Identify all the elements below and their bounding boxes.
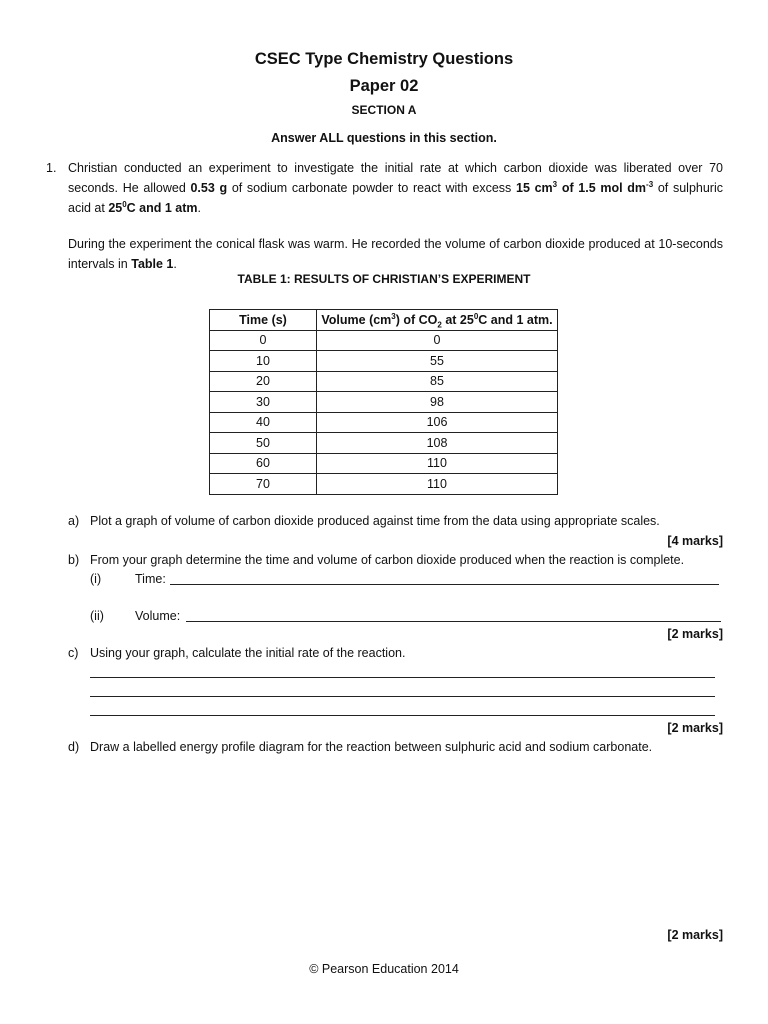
cell-volume: 110 (317, 474, 558, 495)
cell-time: 20 (210, 371, 317, 392)
part-a-label: a) (68, 514, 80, 528)
table-row (210, 433, 558, 454)
cell-volume: 0 (317, 330, 558, 351)
part-c-text: Using your graph, calculate the initial rate of the reaction. (90, 646, 406, 660)
intro-text-2: of sodium carbonate powder to react with excess (227, 181, 516, 195)
cell-time: 50 (210, 433, 317, 454)
cell-time: 70 (210, 474, 317, 495)
cell-time: 40 (210, 412, 317, 433)
question-number: 1. (46, 161, 57, 175)
time-answer-line[interactable] (170, 584, 719, 585)
part-b-i-text: Time: (135, 572, 166, 586)
part-c-label: c) (68, 646, 79, 660)
answer-line-3[interactable] (90, 715, 715, 716)
table-header-row (210, 310, 558, 331)
table-row (210, 371, 558, 392)
paper-number: Paper 02 (349, 77, 419, 95)
part-d-marks: [2 marks] (667, 928, 723, 942)
cell-time: 30 (210, 392, 317, 413)
part-d-text: Draw a labelled energy profile diagram for the reaction between sulphuric acid and sodium carbonate. (90, 740, 653, 754)
table-row (210, 392, 558, 413)
table-row (210, 453, 558, 474)
table-row (210, 412, 558, 433)
part-b-label: b) (68, 553, 80, 567)
part-a-marks: [4 marks] (667, 534, 723, 548)
part-b-text: From your graph determine the time and volume of carbon dioxide produced when the reaction is complete. (90, 553, 685, 567)
part-d-label: d) (68, 740, 80, 754)
intro-concentration: of 1.5 mol dm (557, 181, 647, 195)
intro-conditions: C and 1 atm (126, 201, 198, 215)
part-b-i-label: (i) (90, 572, 102, 586)
volume-answer-line[interactable] (186, 621, 721, 622)
intro-temperature: 25 (108, 201, 123, 215)
intro-end: . (197, 201, 202, 215)
footer-copyright: © Pearson Education 2014 (309, 962, 459, 976)
diagram-answer-space[interactable] (90, 762, 720, 922)
instruction: Answer ALL questions in this section. (271, 131, 497, 145)
question-para2 (68, 234, 723, 274)
section-heading: SECTION A (351, 103, 417, 117)
part-b-ii-label: (ii) (90, 609, 104, 623)
intro-volume: 15 cm (516, 181, 553, 195)
intro-text-3: of sulphuric acid at (68, 181, 723, 215)
answer-line-1[interactable] (90, 677, 715, 678)
table-row (210, 330, 558, 351)
intro-mass: 0.53 g (190, 181, 228, 195)
cell-time: 0 (210, 330, 317, 351)
cell-time: 10 (210, 351, 317, 372)
para2-end: . (173, 257, 177, 271)
intro-text-1: Christian conducted an experiment to investigate the initial rate at which carbon dioxide was liberated over 70 seconds. He allowed (68, 161, 723, 195)
cell-volume: 108 (317, 433, 558, 454)
part-b-marks: [2 marks] (667, 627, 723, 641)
table-row (210, 474, 558, 495)
cell-volume: 110 (317, 453, 558, 474)
table-row (210, 351, 558, 372)
results-table (209, 309, 558, 495)
header-volume: Volume $(cm^3)$ of $CO_2$ at $25^0C$ and 1 atm. (317, 310, 558, 331)
part-b-ii-text: Volume: (135, 609, 181, 623)
cell-volume: 85 (317, 371, 558, 392)
cell-volume: 98 (317, 392, 558, 413)
table-title: TABLE 1: RESULTS OF CHRISTIAN’S EXPERIMENT (237, 272, 531, 286)
para2-text: During the experiment the conical flask was warm. He recorded the volume of carbon dioxide produced at 10-seconds intervals in (68, 237, 723, 271)
table-reference: Table 1 (131, 257, 174, 271)
answer-line-2[interactable] (90, 696, 715, 697)
page-title: CSEC Type Chemistry Questions (254, 50, 514, 68)
header-time: Time (s) (210, 310, 317, 331)
cell-time: 60 (210, 453, 317, 474)
cell-volume: 106 (317, 412, 558, 433)
cell-volume: 55 (317, 351, 558, 372)
part-a-text: Plot a graph of volume of carbon dioxide produced against time from the data using appropriate scales. (90, 514, 660, 528)
question-intro: Christian conducted an experiment to investigate the initial rate at which carbon dioxide was liberated over 70 seconds. He allowed 0.53 g of sodium carbonate powder to react with excess 15 $cm^3$ of 1.5 mol $dm^{-3}$ of sulphuric acid at $25^0C$ and 1 atm. (68, 161, 723, 215)
part-c-marks: [2 marks] (667, 721, 723, 735)
